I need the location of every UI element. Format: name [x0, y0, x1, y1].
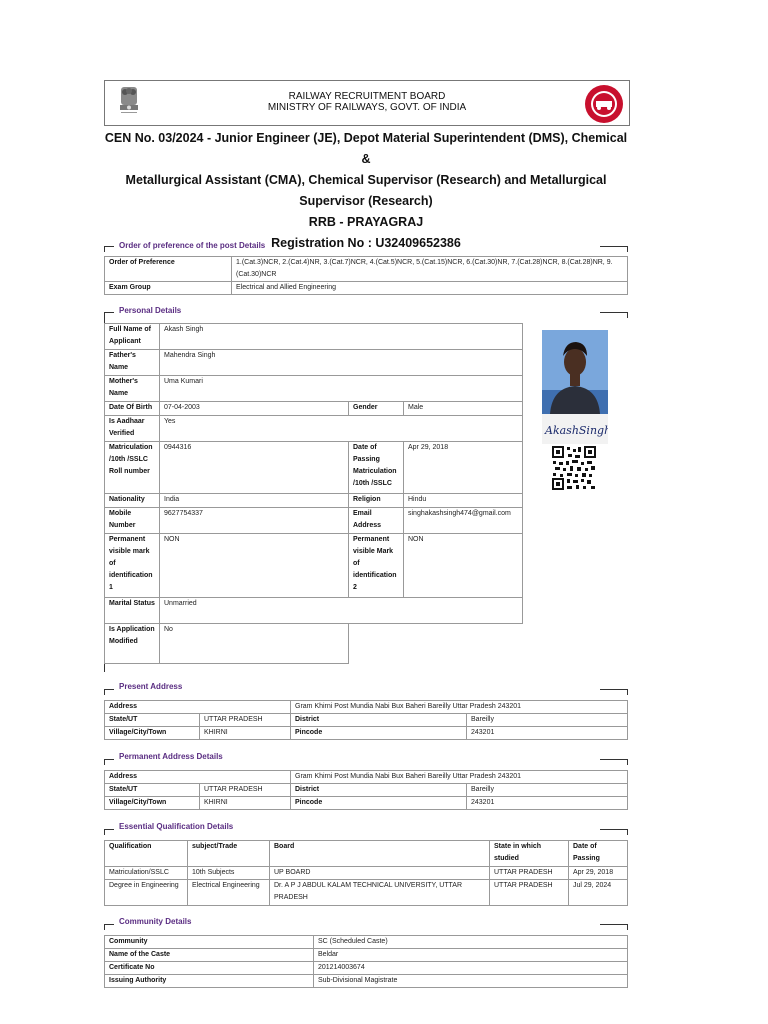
dob-label: Date Of Birth [105, 402, 160, 416]
table-cell: UP BOARD [270, 867, 490, 880]
qual-header: Date of Passing [569, 841, 628, 867]
permanent-address-table [104, 770, 628, 810]
matric-roll-value: 0944316 [160, 442, 349, 494]
section-rule [600, 246, 628, 247]
mark2-value: NON [404, 534, 523, 598]
table-cell: Apr 29, 2018 [569, 867, 628, 880]
section-rule [600, 829, 628, 830]
mother-name-label: Mother's Name [105, 376, 160, 402]
community-table [104, 935, 628, 988]
header-box [104, 80, 630, 126]
table-cell: Jul 29, 2024 [569, 880, 628, 906]
section-rule [104, 829, 114, 830]
nationality-value: India [160, 494, 349, 508]
table-row [105, 880, 628, 906]
present-state-value: UTTAR PRADESH [200, 714, 291, 727]
permanent-pincode-label: Pincode [291, 797, 467, 810]
mark2-label: Permanent visible Mark of identification 2 [349, 534, 404, 598]
mobile-value: 9627754337 [160, 508, 349, 534]
applicant-photo [542, 330, 608, 414]
section-rule [600, 759, 628, 760]
section-rule [104, 924, 114, 925]
permanent-address-value: Gram Khirni Post Mundia Nabi Bux Baheri Bareilly Uttar Pradesh 243201 [291, 771, 628, 784]
section-rule [104, 312, 114, 313]
qual-header: State in which studied [490, 841, 569, 867]
matric-date-label: Date of Passing Matriculation /10th /SSLC [349, 442, 404, 494]
permanent-district-label: District [291, 784, 467, 797]
qual-header: subject/Trade [188, 841, 270, 867]
certificate-label: Certificate No [105, 962, 314, 975]
caste-value: Beldar [314, 949, 628, 962]
table-cell: UTTAR PRADESH [490, 867, 569, 880]
section-rule [600, 312, 628, 313]
email-label: Email Address [349, 508, 404, 534]
gender-label: Gender [349, 402, 404, 416]
gender-value: Male [404, 402, 523, 416]
mother-name-value: Uma Kumari [160, 376, 523, 402]
qr-code-icon [551, 445, 597, 491]
header-line1: RAILWAY RECRUITMENT BOARD [288, 91, 446, 102]
person-photo-icon [542, 330, 608, 414]
section-rule [600, 924, 628, 925]
mobile-label: Mobile Number [105, 508, 160, 534]
present-district-label: District [291, 714, 467, 727]
permanent-state-label: State/UT [105, 784, 200, 797]
marital-label: Marital Status [105, 598, 160, 624]
dob-value: 07-04-2003 [160, 402, 349, 416]
table-cell: Degree in Engineering [105, 880, 188, 906]
section-rule [627, 246, 628, 252]
table-row [105, 867, 628, 880]
table-cell: Electrical Engineering [188, 880, 270, 906]
title-line3: Supervisor (Research) [299, 194, 433, 208]
section-rule [104, 246, 114, 247]
permanent-village-value: KHIRNI [200, 797, 291, 810]
father-name-label: Father's Name [105, 350, 160, 376]
table-cell: UTTAR PRADESH [490, 880, 569, 906]
section-title-permanent-address: Permanent Address Details [116, 752, 226, 761]
exam-group-label: Exam Group [105, 282, 232, 295]
present-village-value: KHIRNI [200, 727, 291, 740]
authority-label: Issuing Authority [105, 975, 314, 988]
email-value: singhakashsingh474@gmail.com [404, 508, 523, 534]
header-line2: MINISTRY OF RAILWAYS, GOVT. OF INDIA [267, 102, 467, 113]
matric-roll-label: Matriculation /10th /SSLC Roll number [105, 442, 160, 494]
indian-railways-logo-icon [584, 84, 624, 124]
present-pincode-label: Pincode [291, 727, 467, 740]
mark1-label: Permanent visible mark of identification 1 [105, 534, 160, 598]
aadhaar-value: Yes [160, 416, 523, 442]
full-name-label: Full Name of Applicant [105, 324, 160, 350]
permanent-village-label: Village/City/Town [105, 797, 200, 810]
header-title [105, 91, 629, 113]
present-village-label: Village/City/Town [105, 727, 200, 740]
rrb-name: RRB - PRAYAGRAJ [308, 215, 424, 229]
applicant-signature [542, 414, 608, 444]
section-title-community: Community Details [116, 917, 194, 926]
signature-icon [542, 414, 608, 444]
section-rule [627, 759, 628, 765]
section-rule [104, 689, 105, 695]
permanent-district-value: Bareilly [467, 784, 628, 797]
present-district-value: Bareilly [467, 714, 628, 727]
present-address-label: Address [105, 701, 291, 714]
section-rule [104, 689, 114, 690]
matric-date-value: Apr 29, 2018 [404, 442, 523, 494]
marital-value: Unmarried [160, 598, 523, 624]
father-name-value: Mahendra Singh [160, 350, 523, 376]
table-cell: 10th Subjects [188, 867, 270, 880]
present-address-table [104, 700, 628, 740]
order-preference-label: Order of Preference [105, 257, 232, 282]
modified-label: Is Application Modified [105, 624, 160, 664]
caste-label: Name of the Caste [105, 949, 314, 962]
exam-title [104, 128, 628, 254]
permanent-state-value: UTTAR PRADESH [200, 784, 291, 797]
section-rule [627, 689, 628, 695]
section-rule [600, 689, 628, 690]
section-rule [627, 312, 628, 318]
certificate-value: 201214003674 [314, 962, 628, 975]
present-address-value: Gram Khirni Post Mundia Nabi Bux Baheri Bareilly Uttar Pradesh 243201 [291, 701, 628, 714]
community-value: SC (Scheduled Caste) [314, 936, 628, 949]
mark1-value: NON [160, 534, 349, 598]
preference-table [104, 256, 628, 295]
registration-number: Registration No : U32409652386 [271, 236, 461, 250]
table-cell: Dr. A P J ABDUL KALAM TECHNICAL UNIVERSITY, UTTAR PRADESH [270, 880, 490, 906]
qual-header: Board [270, 841, 490, 867]
section-title-preference: Order of preference of the post Details [116, 241, 268, 250]
signature-text: AkashSingh [545, 424, 608, 437]
aadhaar-label: Is Aadhaar Verified [105, 416, 160, 442]
section-rule [627, 924, 628, 930]
section-rule [104, 759, 114, 760]
permanent-address-label: Address [105, 771, 291, 784]
full-name-value: Akash Singh [160, 324, 523, 350]
title-line1: CEN No. 03/2024 - Junior Engineer (JE), Depot Material Superintendent (DMS), Chemical & [104, 131, 628, 166]
section-title-qualification: Essential Qualification Details [116, 822, 236, 831]
section-rule [104, 759, 105, 765]
qual-header: Qualification [105, 841, 188, 867]
section-rule [104, 924, 105, 930]
section-title-personal: Personal Details [116, 306, 184, 315]
community-label: Community [105, 936, 314, 949]
personal-table [104, 323, 523, 664]
section-rule [104, 829, 105, 835]
section-rule [104, 246, 105, 252]
religion-value: Hindu [404, 494, 523, 508]
section-rule [627, 829, 628, 835]
order-preference-value: 1.(Cat.3)NCR, 2.(Cat.4)NR, 3.(Cat.7)NCR, 4.(Cat.5)NCR, 5.(Cat.15)NCR, 6.(Cat.30)NR, 7.(Cat.28)NCR, 8.(Cat.28)NR, 9.(Cat.30)NCR [232, 257, 628, 282]
religion-label: Religion [349, 494, 404, 508]
title-line2: Metallurgical Assistant (CMA), Chemical Supervisor (Research) and Metallurgical [125, 173, 607, 187]
qualification-table [104, 840, 628, 906]
exam-group-value: Electrical and Allied Engineering [232, 282, 628, 295]
section-title-present-address: Present Address [116, 682, 185, 691]
table-cell: Matriculation/SSLC [105, 867, 188, 880]
nationality-label: Nationality [105, 494, 160, 508]
present-pincode-value: 243201 [467, 727, 628, 740]
modified-value: No [160, 624, 349, 664]
authority-value: Sub-Divisional Magistrate [314, 975, 628, 988]
present-state-label: State/UT [105, 714, 200, 727]
permanent-pincode-value: 243201 [467, 797, 628, 810]
